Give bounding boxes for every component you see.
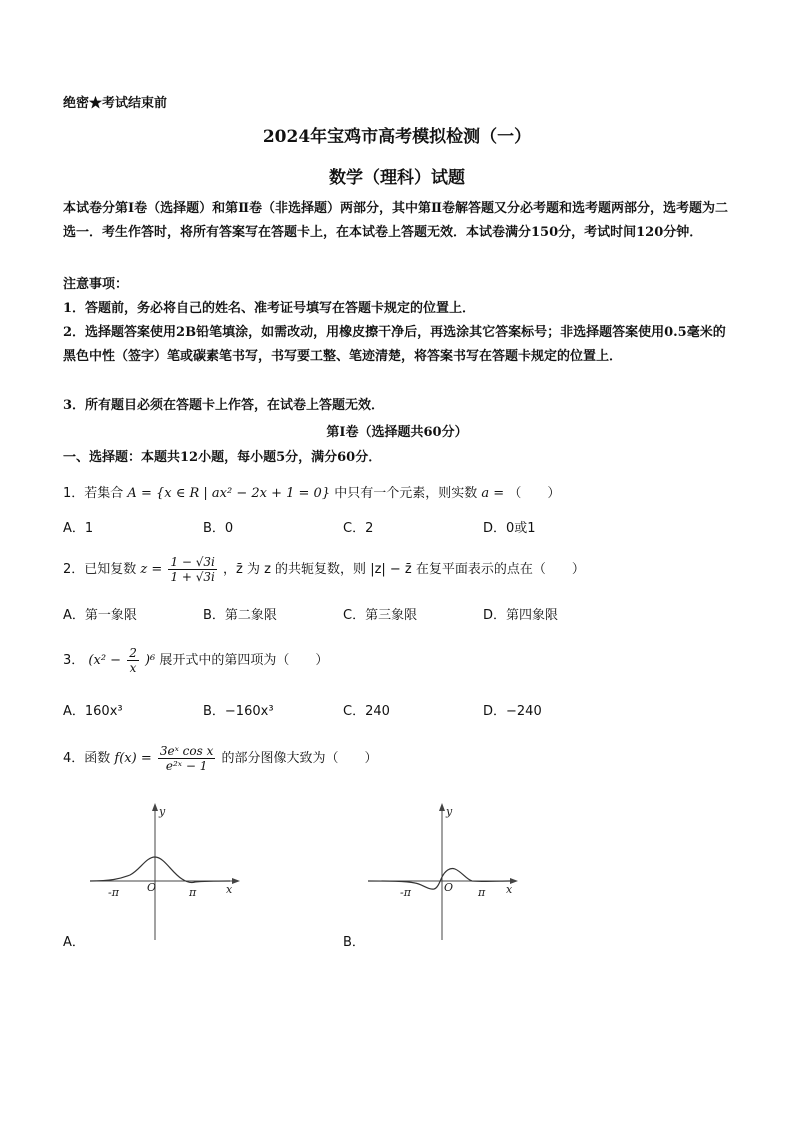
q3-prefix: 3． [63,653,85,668]
x-label: x [226,883,233,896]
y-label: y [446,805,453,818]
q3-option-b[interactable]: B．−160x³ [203,704,274,719]
exam-title: 2024年宝鸡市高考模拟检测（一） [262,127,532,147]
q1-set-close: } [321,486,331,501]
curve-a [90,857,230,883]
y-axis-arrow-icon [439,803,445,811]
q4-suffix: 的部分图像大致为（ ） [221,751,378,766]
q2-fraction [168,555,216,584]
exam-subtitle: 数学（理科）试题 [329,168,465,188]
question-1 [63,482,560,501]
q4-graph-b [360,795,530,945]
q1-set-lhs: A = { [127,486,165,501]
notice-item: 3．所有题目必须在答题卡上作答，在试卷上答题无效． [63,398,385,413]
intro-paragraph: 本试卷分第Ⅰ卷（选择题）和第Ⅱ卷（非选择题）两部分，其中第Ⅱ卷解答题又分必考题和选考题两部分，选考题为二选一．考生作答时，将所有答案写在答题卡上，在本试卷上答题无效．本试卷满分150分，考试时间120分钟． [63,201,728,240]
q1-var: a = [481,486,505,501]
q2-option-a[interactable]: A．第一象限 [63,608,137,623]
q3-denominator: x [129,661,137,675]
origin-label: O [147,881,157,894]
neg-pi-label: -π [400,886,411,899]
q2-option-c[interactable]: C．第三象限 [343,608,418,623]
q3-numerator: 2 [129,646,137,660]
pi-label: π [189,886,197,899]
q4-lhs: f(x) = [114,751,152,766]
q2-lhs: z = [140,562,163,577]
q1-option-c[interactable]: C．2 [343,521,374,536]
q2-option-b[interactable]: B．第二象限 [203,608,277,623]
q1-set-body: x ∈ R | ax² − 2x + 1 = 0 [164,486,322,501]
q1-paren: （ ） [508,486,561,501]
q3-option-c[interactable]: C．240 [343,704,390,719]
notice-title: 注意事项： [63,277,129,292]
q2-prefix: 2．已知复数 [63,562,137,577]
confidential-label: 绝密★考试结束前 [63,96,168,111]
neg-pi-label: -π [108,886,119,899]
section-title: 第Ⅰ卷（选择题共60分） [326,425,468,440]
question-4 [63,744,378,773]
q2-stem: ，z̄ 为 z 的共轭复数，则 |z| − z̄ 在复平面表示的点在（ ） [223,562,585,577]
q3-fraction [127,646,139,675]
q1-suffix: 中只有一个元素，则实数 [334,486,478,501]
y-label: y [159,805,166,818]
q1-option-d[interactable]: D．0或1 [483,521,536,536]
notice-item: 1．答题前，务必将自己的姓名、准考证号填写在答题卡规定的位置上． [63,301,476,316]
q3-option-a[interactable]: A．160x³ [63,704,123,719]
q4-option-b[interactable]: B． [343,935,365,950]
q3-open: (x² − [88,653,122,668]
q4-option-a[interactable]: A． [63,935,85,950]
q3-close: )⁶ [144,653,156,668]
question-2 [63,555,585,584]
notice-item: 2．选择题答案使用2B铅笔填涂，如需改动，用橡皮擦干净后，再选涂其它答案标号；非选择题答案使用0.5毫米的黑色中性（签字）笔或碳素笔书写，书写要工整、笔迹清楚，将答案书写在答题卡规定的位置上． [63,325,726,364]
q4-prefix: 4．函数 [63,751,111,766]
part-title: 一、选择题：本题共12小题，每小题5分，满分60分． [63,450,382,465]
origin-label: O [444,881,454,894]
q2-option-d[interactable]: D．第四象限 [483,608,559,623]
q2-numerator: 1 − √3i [170,555,215,569]
curve-b [368,868,510,889]
y-axis-arrow-icon [152,803,158,811]
pi-label: π [478,886,486,899]
q4-denominator: e²ˣ − 1 [165,759,208,773]
x-label: x [506,883,513,896]
q4-numerator: 3eˣ cos x [159,744,214,758]
q1-option-b[interactable]: B．0 [203,521,234,536]
q3-option-d[interactable]: D．−240 [483,704,542,719]
q2-denominator: 1 + √3i [170,570,215,584]
q1-prefix: 1．若集合 [63,486,124,501]
q1-option-a[interactable]: A．1 [63,521,94,536]
q3-suffix: 展开式中的第四项为（ ） [159,653,329,668]
x-axis-arrow-icon [232,878,240,884]
q4-fraction [158,744,216,773]
question-3 [63,646,328,675]
q4-graph-a [80,795,250,945]
